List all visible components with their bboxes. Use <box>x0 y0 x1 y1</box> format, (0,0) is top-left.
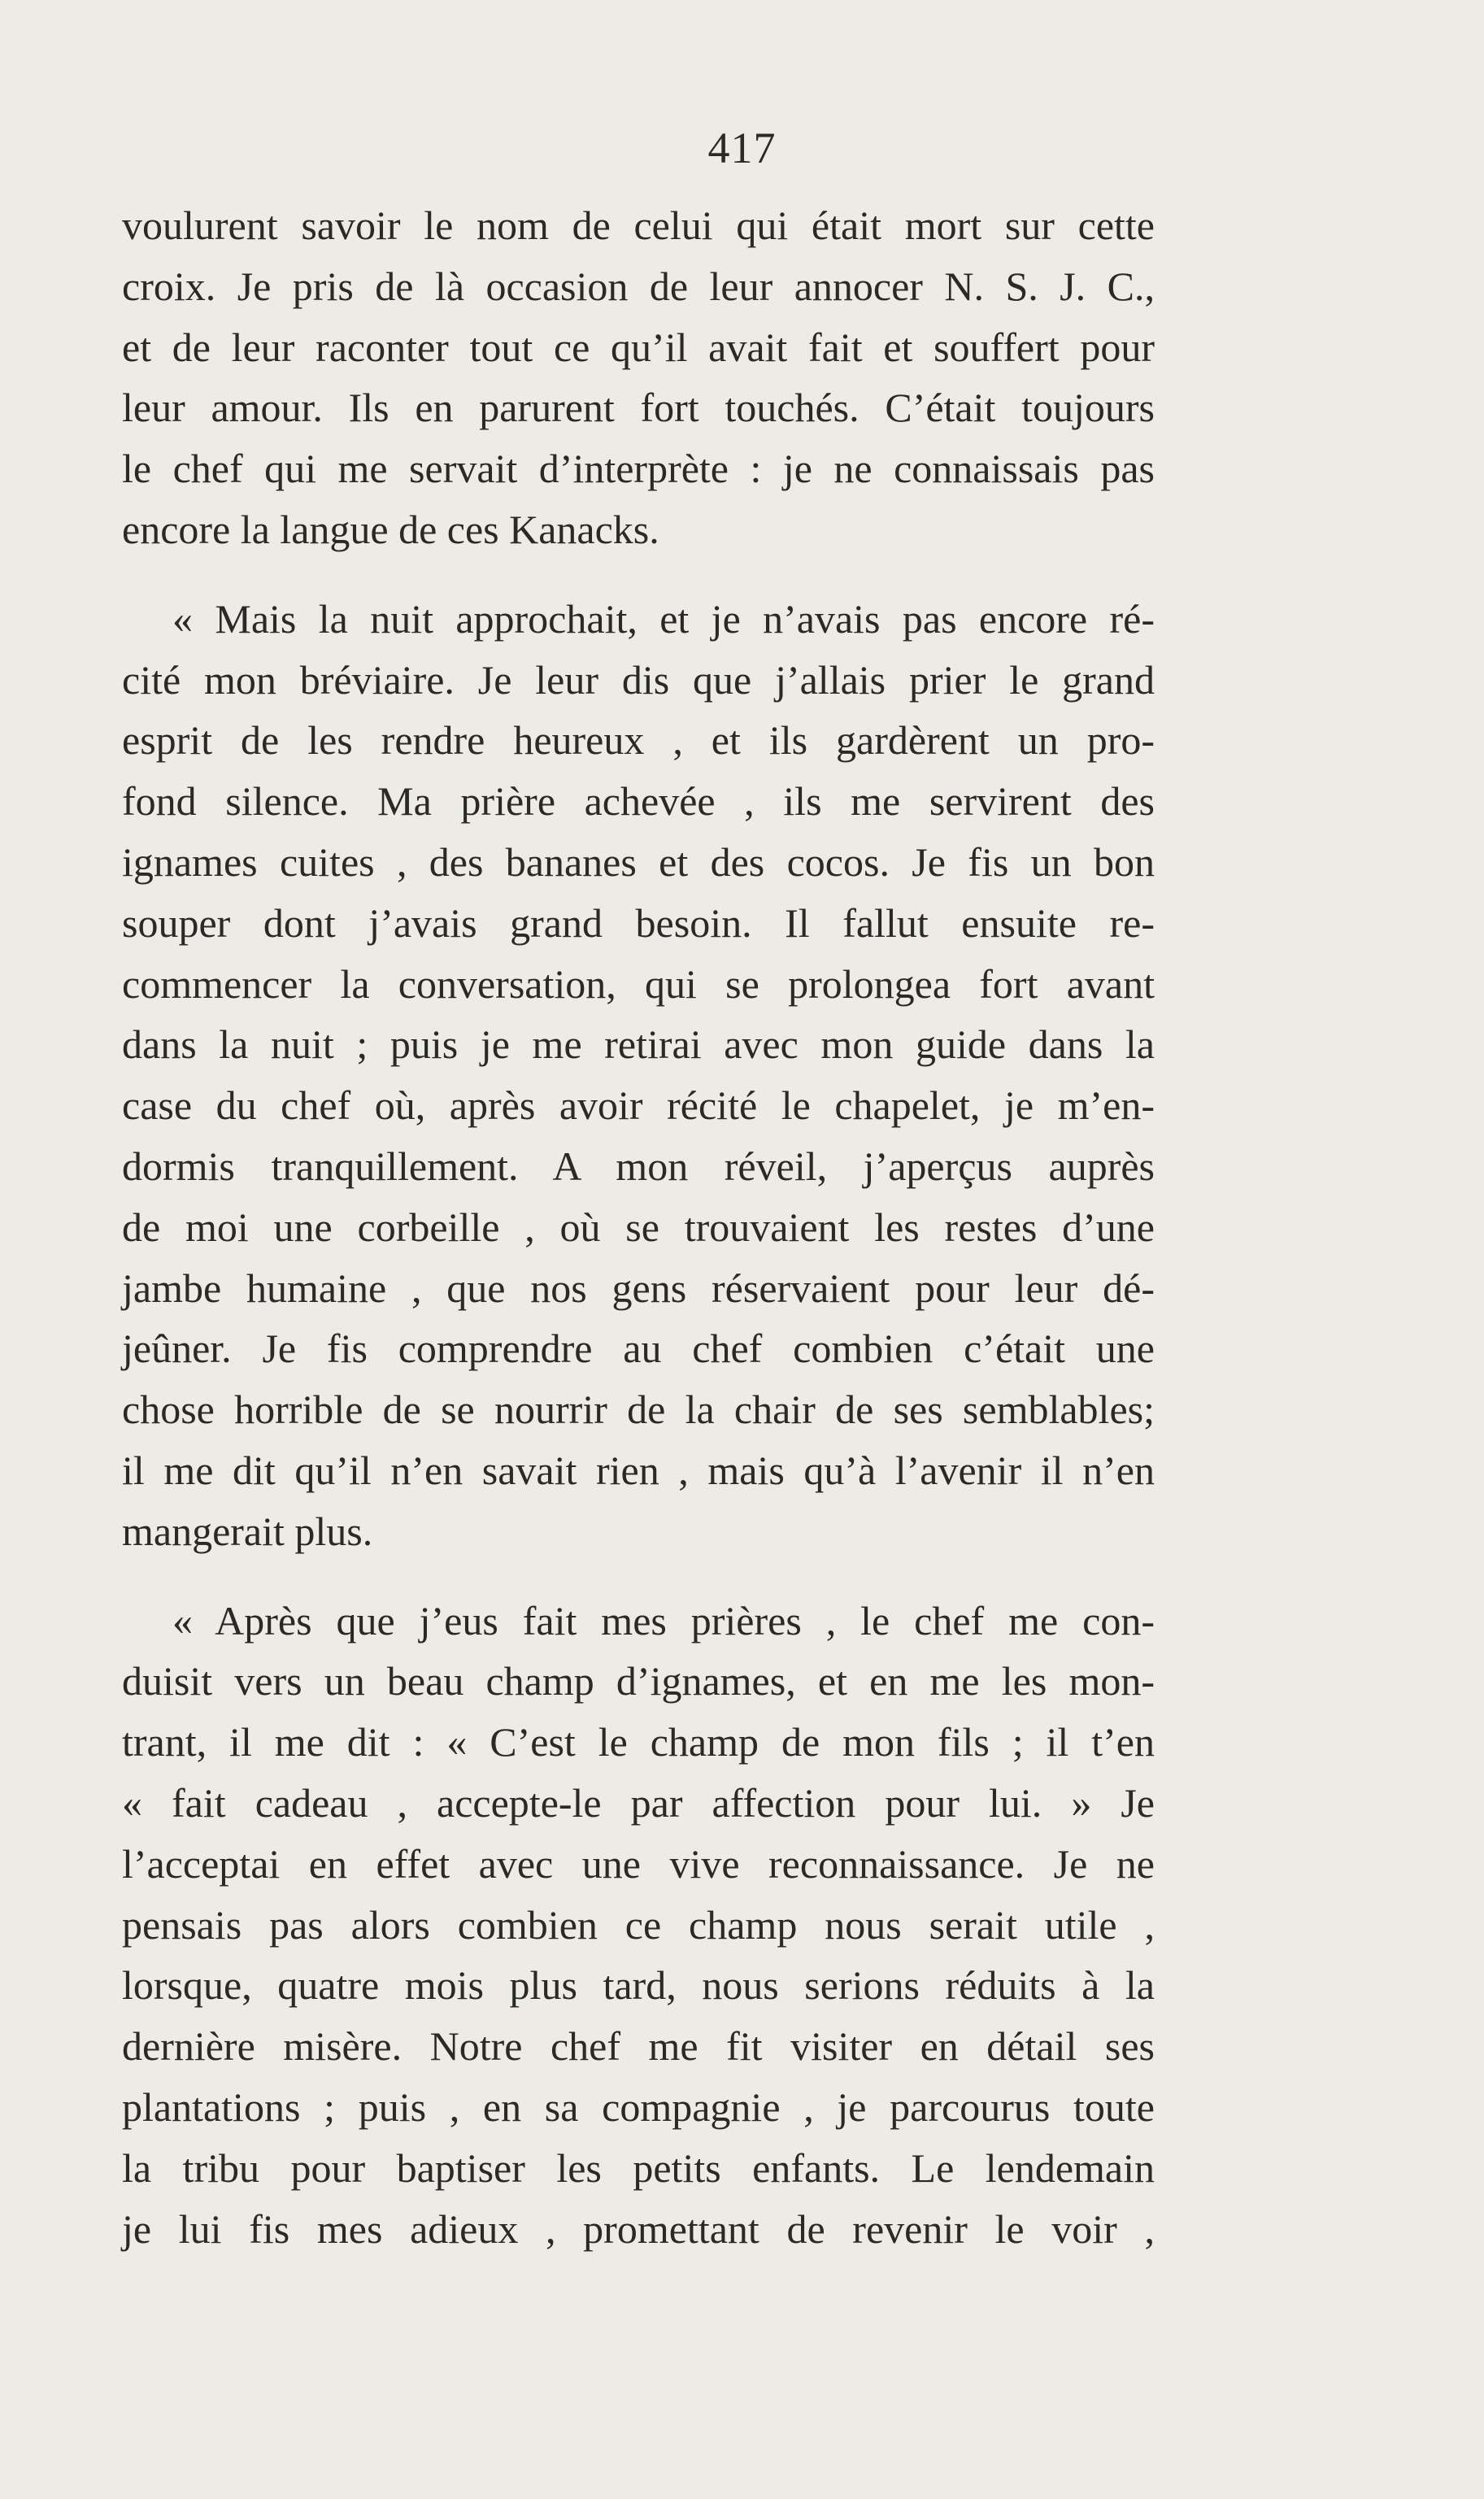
text-line: dernière misère. Notre chef me fit visiter en détail ses <box>122 2023 1155 2070</box>
text-line: pensais pas alors combien ce champ nous serait utile , <box>122 1901 1155 1948</box>
text-line: l’acceptai en effet avec une vive reconnaissance. Je ne <box>122 1840 1155 1887</box>
text-line: la tribu pour baptiser les petits enfants. Le lendemain <box>122 2144 1155 2191</box>
text-line: souper dont j’avais grand besoin. Il fallut ensuite re- <box>122 899 1155 946</box>
text-line: et de leur raconter tout ce qu’il avait fait et souffert pour <box>122 324 1155 370</box>
text-line: commencer la conversation, qui se prolongea fort avant <box>122 960 1155 1007</box>
text-line: il me dit qu’il n’en savait rien , mais qu’à l’avenir il n’en <box>122 1447 1155 1493</box>
paragraph-gap <box>122 560 1155 589</box>
text-line: « Mais la nuit approchait, et je n’avais pas encore ré- <box>172 595 1155 642</box>
text-line: je lui fis mes adieux , promettant de revenir le voir , <box>122 2205 1155 2252</box>
page-number: 417 <box>707 124 777 172</box>
text-line: le chef qui me servait d’interprète : je ne connaissais pas <box>122 446 1155 492</box>
text-line: voulurent savoir le nom de celui qui était mort sur cette <box>122 202 1155 248</box>
text-line: plantations ; puis , en sa compagnie , je parcourus toute <box>122 2083 1155 2130</box>
text-line: « Après que j’eus fait mes prières , le chef me con- <box>172 1597 1155 1644</box>
text-line: leur amour. Ils en parurent fort touchés. C’était toujours <box>122 385 1155 431</box>
paragraph-gap <box>122 1562 1155 1591</box>
text-line: « fait cadeau , accepte-le par affection pour lui. » Je <box>122 1779 1155 1826</box>
paragraph-1 <box>122 195 1155 560</box>
text-line: ignames cuites , des bananes et des cocos. Je fis un bon <box>122 838 1155 885</box>
text-line: esprit de les rendre heureux , et ils gardèrent un pro- <box>122 717 1155 764</box>
text-line: chose horrible de se nourrir de la chair de ses semblables; <box>122 1387 1155 1433</box>
text-line: encore la langue de ces Kanacks. <box>122 506 659 552</box>
text-line: trant, il me dit : « C’est le champ de mon fils ; il t’en <box>122 1719 1155 1765</box>
text-line: dormis tranquillement. A mon réveil, j’aperçus auprès <box>122 1143 1155 1189</box>
paragraph-3 <box>122 1591 1155 2260</box>
text-line: fond silence. Ma prière achevée , ils me servirent des <box>122 778 1155 825</box>
text-line: de moi une corbeille , où se trouvaient les restes d’une <box>122 1204 1155 1250</box>
body-text <box>122 195 1155 2259</box>
text-line: jeûner. Je fis comprendre au chef combien c’était une <box>122 1326 1155 1372</box>
paragraph-2 <box>122 589 1155 1562</box>
text-line: croix. Je pris de là occasion de leur annocer N. S. J. C., <box>122 263 1155 309</box>
text-line: duisit vers un beau champ d’ignames, et en me les mon- <box>122 1658 1155 1704</box>
text-line: cité mon bréviaire. Je leur dis que j’allais prier le grand <box>122 656 1155 703</box>
text-line: jambe humaine , que nos gens réservaient pour leur dé- <box>122 1265 1155 1311</box>
text-line: mangerait plus. <box>122 1508 373 1554</box>
text-line: case du chef où, après avoir récité le chapelet, je m’en- <box>122 1082 1155 1129</box>
text-line: dans la nuit ; puis je me retirai avec mon guide dans la <box>122 1021 1155 1068</box>
text-line: lorsque, quatre mois plus tard, nous serions réduits à la <box>122 1962 1155 2009</box>
